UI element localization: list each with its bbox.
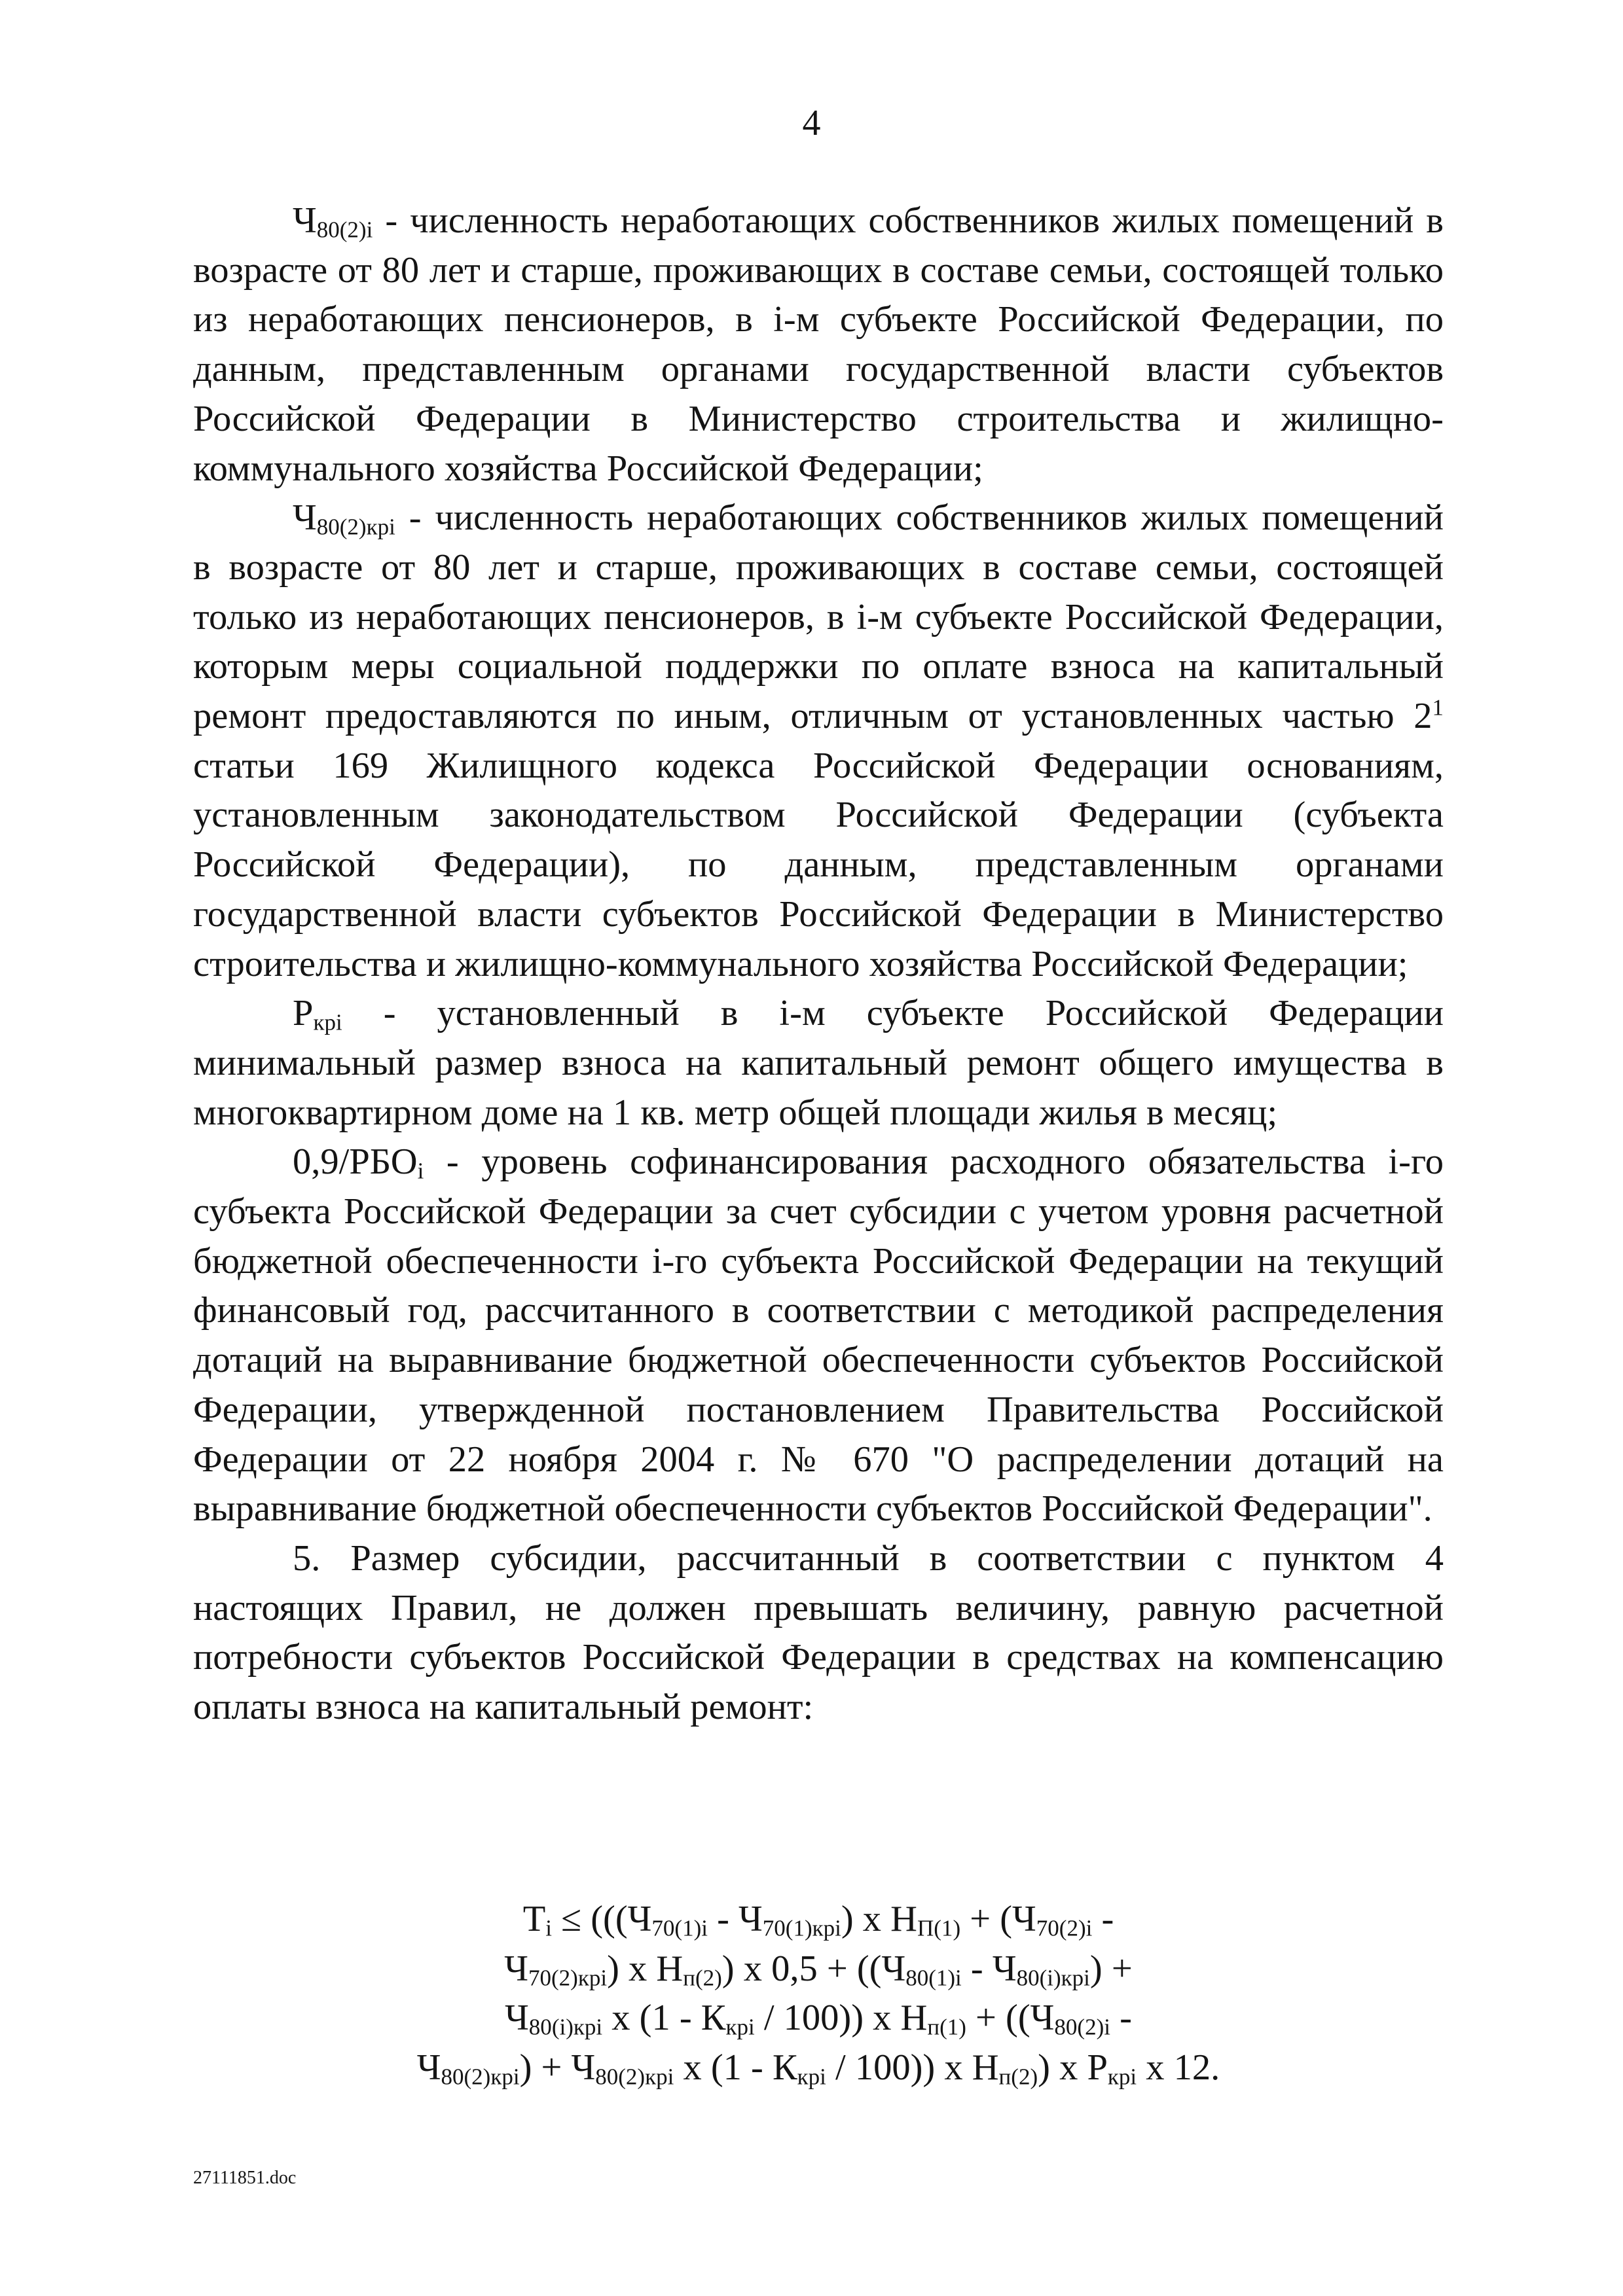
formula-text: ) x Н — [841, 1899, 917, 1939]
definition-text-continued: статьи 169 Жилищного кодекса Российской Федерации основаниям, установленным законодательством Российской Федерации (субъекта Российской Федерации), по данным, представленным органами государственной власти субъектов Российской Федерации в Министерство строительства и жилищно-коммунального хозяйства Российской Федерации; — [193, 745, 1444, 984]
formula-text: / 100)) x Н — [754, 1998, 928, 2039]
formula-subscript: П(1) — [917, 1915, 961, 1941]
formula-subscript: крi — [725, 2015, 755, 2041]
formula-text: ) + Ч — [519, 2047, 596, 2089]
term-subscript: крi — [313, 1009, 342, 1035]
definition-text: - численность неработающих собственников жилых помещений в возрасте от 80 лет и старше, проживающих в составе семьи, состоящей только из неработающих пенсионеров, в i-м субъекте Российской Федерации, которым меры социальной поддержки по оплате взноса на капитальный ремонт предоставляются по иным, отличным от установленных частью 2 — [193, 497, 1444, 737]
definition-text: - численность неработающих собственников жилых помещений в возрасте от 80 лет и старше, проживающих в составе семьи, состоящей только из неработающих пенсионеров, в i-м субъекте Российской Федерации, по данным, представленным органами государственной власти субъектов Российской Федерации в Министерство строительства и жилищно-коммунального хозяйства Российской Федерации; — [193, 200, 1444, 489]
document-file-code: 27111851.doc — [193, 2168, 297, 2188]
subsidy-formula — [193, 1895, 1444, 2093]
formula-text: ≤ (((Ч — [551, 1899, 652, 1939]
formula-text: - — [1110, 1998, 1132, 2039]
formula-text: ) x Н — [607, 1948, 684, 1989]
formula-text: - Ч — [961, 1948, 1017, 1989]
formula-subscript: 70(2)i — [1036, 1915, 1093, 1941]
term-subscript: i — [417, 1158, 424, 1185]
formula-subscript: 80(i)крi — [1016, 1965, 1090, 1991]
clause-5: 5. Размер субсидии, рассчитанный в соответствии с пунктом 4 настоящих Правил, не должен превышать величину, равную расчетной потребности субъектов Российской Федерации в средствах на компенсацию оплаты взноса на капитальный ремонт: — [193, 1537, 1444, 1728]
formula-subscript: 80(i)крi — [528, 2015, 603, 2041]
formula-subscript: 80(2)i — [1054, 2015, 1110, 2041]
document-body — [193, 196, 1444, 1732]
definition-rkri — [193, 989, 1444, 1138]
formula-subscript: 70(1)крi — [762, 1915, 841, 1941]
formula-subscript: крi — [797, 2064, 826, 2090]
formula-subscript: 80(2)крi — [441, 2064, 520, 2090]
definition-text: - установленный в i-м субъекте Российской Федерации минимальный размер взноса на капитальный ремонт общего имущества в многоквартирном доме на 1 кв. метр общей площади жилья в месяц; — [193, 993, 1444, 1133]
formula-text: ) + — [1089, 1948, 1133, 1989]
formula-subscript: 70(2)крi — [528, 1965, 608, 1991]
definition-ch80-2kri — [193, 493, 1444, 989]
superscript: 1 — [1432, 694, 1444, 721]
term-symbol: Ч — [293, 200, 317, 241]
formula-text: Ч — [505, 1998, 529, 2039]
formula-text: x (1 - К — [602, 1998, 726, 2039]
formula-subscript: п(1) — [927, 2015, 966, 2041]
term-subscript: 80(2)крi — [316, 514, 395, 540]
formula-text: - Ч — [707, 1899, 763, 1939]
term-symbol: Ч — [293, 497, 317, 539]
definition-rbo — [193, 1138, 1444, 1534]
formula-text: T — [522, 1899, 546, 1939]
formula-text: + ((Ч — [966, 1998, 1055, 2039]
term-symbol: Р — [293, 993, 314, 1034]
formula-subscript: 80(1)i — [905, 1965, 962, 1991]
definition-text: - уровень софинансирования расходного обязательства i-го субъекта Российской Федерации за счет субсидии с учетом уровня расчетной бюджетной обеспеченности i-го субъекта Российской Федерации на текущий финансовый год, рассчитанного в соответствии с методикой распределения дотаций на выравнивание бюджетной обеспеченности субъектов Российской Федерации, утвержденной постановлением Правительства Российской Федерации от 22 ноября 2004 г. № 670 "О распределении дотаций на выравнивание бюджетной обеспеченности субъектов Российской Федерации". — [193, 1141, 1444, 1530]
formula-text: Ч — [504, 1948, 528, 1989]
formula-line — [193, 2043, 1444, 2093]
formula-text: x (1 - К — [674, 2047, 797, 2089]
formula-text: - — [1092, 1899, 1114, 1939]
term-symbol: 0,9/РБО — [293, 1141, 418, 1183]
formula-subscript: п(2) — [998, 2064, 1038, 2090]
formula-line — [193, 1994, 1444, 2043]
formula-text: Ч — [416, 2047, 441, 2089]
formula-text: + (Ч — [960, 1899, 1036, 1939]
formula-text: ) x Р — [1038, 2047, 1108, 2089]
term-subscript: 80(2)i — [316, 217, 373, 243]
formula-text: ) x 0,5 + ((Ч — [721, 1948, 906, 1989]
formula-subscript: 80(2)крi — [595, 2064, 674, 2090]
formula-line — [193, 1945, 1444, 1994]
formula-text: x 12. — [1137, 2047, 1220, 2089]
formula-subscript: крi — [1107, 2064, 1137, 2090]
page-number: 4 — [802, 103, 821, 143]
definition-ch80-2i — [193, 196, 1444, 493]
formula-subscript: п(2) — [683, 1965, 722, 1991]
formula-text: / 100)) x Н — [826, 2047, 999, 2089]
formula-subscript: 70(1)i — [651, 1915, 708, 1941]
formula-subscript: i — [545, 1915, 552, 1941]
formula-line — [193, 1895, 1444, 1945]
